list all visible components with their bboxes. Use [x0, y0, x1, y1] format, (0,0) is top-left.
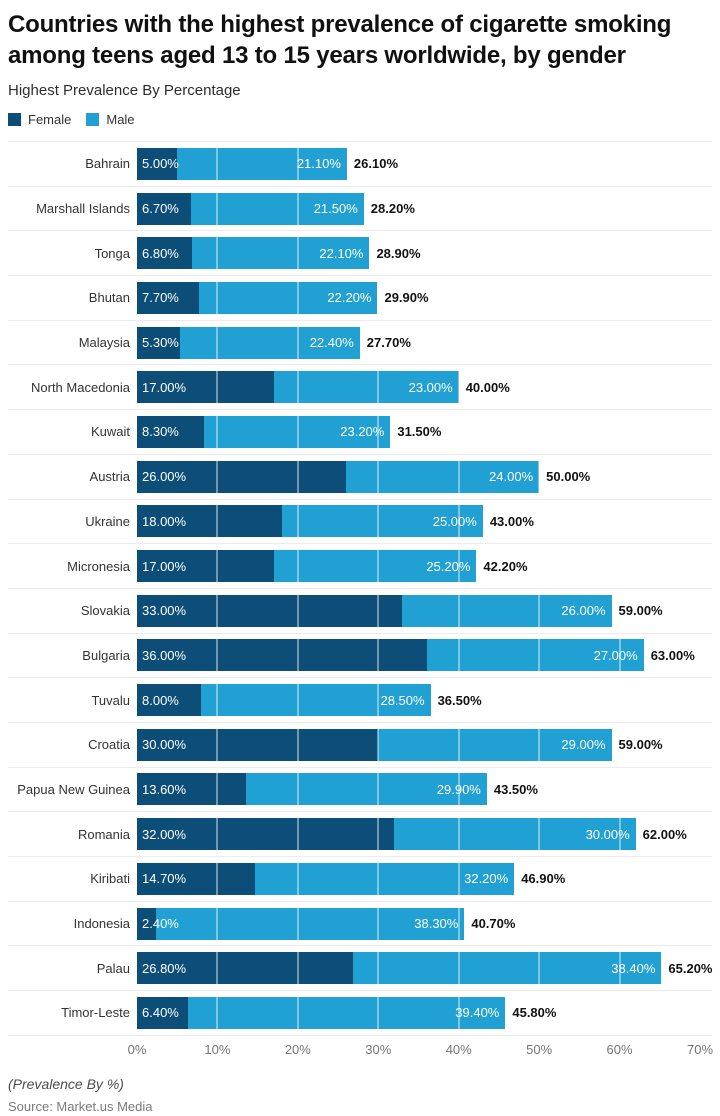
female-value-label: 33.00%	[142, 603, 187, 619]
legend	[8, 112, 712, 127]
gridline	[297, 282, 299, 314]
gridline	[377, 908, 379, 940]
gridline	[458, 595, 460, 627]
bar-row	[8, 543, 712, 588]
category-label: Ukraine	[85, 513, 130, 529]
gridline	[458, 461, 460, 493]
bar-track	[137, 282, 700, 314]
gridline	[458, 416, 460, 448]
gridline	[619, 148, 621, 180]
gridline	[297, 505, 299, 537]
category-label: Indonesia	[73, 916, 130, 932]
gridline	[377, 863, 379, 895]
x-tick-label: 30%	[365, 1041, 392, 1057]
female-value-label: 14.70%	[142, 871, 187, 887]
gridline	[216, 729, 218, 761]
gridline	[297, 952, 299, 984]
category-label: Bhutan	[88, 290, 130, 306]
bar-track	[137, 550, 700, 582]
female-value-label: 17.00%	[142, 558, 187, 574]
category-label: Papua New Guinea	[17, 781, 130, 797]
bar-track	[137, 461, 700, 493]
female-color-swatch	[8, 113, 21, 126]
category-label: Romania	[77, 826, 130, 842]
category-label: Croatia	[88, 737, 130, 753]
gridline	[619, 282, 621, 314]
gridline	[538, 818, 540, 850]
gridline	[216, 773, 218, 805]
gridline	[619, 327, 621, 359]
gridline	[619, 505, 621, 537]
gridline	[619, 371, 621, 403]
legend-item-male	[86, 112, 134, 127]
bar-track	[137, 595, 700, 627]
gridline	[297, 684, 299, 716]
gridline	[619, 773, 621, 805]
female-value-label: 17.00%	[142, 379, 187, 395]
gridline	[377, 997, 379, 1029]
total-value-label: 40.00%	[465, 379, 510, 395]
category-label: Palau	[96, 960, 130, 976]
bar-track	[137, 237, 700, 269]
gridline	[458, 952, 460, 984]
bar-row	[8, 454, 712, 499]
total-value-label: 27.70%	[366, 335, 411, 351]
total-value-label: 36.50%	[437, 692, 482, 708]
x-tick-label: 20%	[284, 1041, 311, 1057]
gridline	[297, 908, 299, 940]
bar-track	[137, 863, 700, 895]
gridline	[377, 595, 379, 627]
gridline	[297, 461, 299, 493]
gridline	[538, 908, 540, 940]
gridline	[458, 371, 460, 403]
gridline	[216, 416, 218, 448]
x-tick-label: 70%	[686, 1041, 714, 1057]
male-value-label: 29.00%	[561, 737, 606, 753]
gridline	[216, 148, 218, 180]
total-value-label: 28.20%	[370, 201, 415, 217]
gridline	[619, 908, 621, 940]
female-value-label: 26.80%	[142, 960, 187, 976]
gridline	[538, 639, 540, 671]
gridline	[538, 773, 540, 805]
legend-item-female	[8, 112, 71, 127]
x-axis-ticks	[127, 1041, 714, 1059]
gridline	[538, 461, 540, 493]
chart-title: Countries with the highest prevalence of cigarette smoking among teens aged 13 to 15 years worldwide, by gender	[8, 11, 672, 69]
gridline	[297, 237, 299, 269]
gridline	[377, 952, 379, 984]
total-value-label: 46.90%	[521, 871, 566, 887]
gridline	[538, 282, 540, 314]
gridline	[458, 863, 460, 895]
bar-row	[8, 990, 712, 1035]
female-value-label: 6.70%	[142, 201, 179, 217]
bar-row	[8, 141, 712, 186]
gridline	[377, 639, 379, 671]
male-value-label: 22.10%	[319, 245, 364, 261]
male-value-label: 38.40%	[611, 960, 656, 976]
total-value-label: 26.10%	[353, 156, 398, 172]
male-value-label: 23.20%	[340, 424, 385, 440]
total-value-label: 45.80%	[512, 1005, 557, 1021]
bar-row	[8, 364, 712, 409]
gridline	[377, 729, 379, 761]
bar-track	[137, 193, 700, 225]
gridline	[538, 595, 540, 627]
bar-track	[137, 327, 700, 359]
gridline	[619, 684, 621, 716]
total-value-label: 29.90%	[384, 290, 429, 306]
gridline	[216, 684, 218, 716]
female-value-label: 8.30%	[142, 424, 179, 440]
source-credit: Source: Market.us Media	[8, 1098, 153, 1114]
bar-row	[8, 811, 712, 856]
gridline	[216, 952, 218, 984]
female-value-label: 5.30%	[142, 335, 179, 351]
gridline	[216, 997, 218, 1029]
bar-track	[137, 684, 700, 716]
category-label: Malaysia	[78, 335, 130, 351]
gridline	[216, 550, 218, 582]
gridline	[458, 818, 460, 850]
plot-area	[8, 141, 712, 1036]
legend-label-female: Female	[28, 112, 72, 127]
gridline	[619, 416, 621, 448]
female-value-label: 26.00%	[142, 469, 187, 485]
bar-track	[137, 908, 700, 940]
gridline	[538, 416, 540, 448]
male-value-label: 23.00%	[408, 379, 453, 395]
gridline	[377, 684, 379, 716]
axis-note: (Prevalence By %)	[8, 1075, 124, 1092]
bar-track	[137, 773, 700, 805]
gridline	[458, 193, 460, 225]
gridline	[216, 908, 218, 940]
gridline	[458, 639, 460, 671]
gridline	[619, 550, 621, 582]
legend-label-male: Male	[106, 112, 135, 127]
gridline	[619, 863, 621, 895]
male-value-label: 21.10%	[296, 156, 341, 172]
gridline	[216, 505, 218, 537]
bar-track	[137, 818, 700, 850]
gridline	[458, 237, 460, 269]
category-label: Micronesia	[67, 558, 130, 574]
male-value-label: 24.00%	[489, 469, 534, 485]
total-value-label: 50.00%	[546, 469, 591, 485]
gridline	[538, 729, 540, 761]
male-value-label: 22.40%	[309, 335, 354, 351]
female-value-label: 8.00%	[142, 692, 179, 708]
total-value-label: 28.90%	[376, 245, 421, 261]
x-axis	[8, 1042, 712, 1059]
bar-row	[8, 230, 712, 275]
gridline	[377, 505, 379, 537]
total-value-label: 62.00%	[642, 826, 687, 842]
bar-row	[8, 633, 712, 678]
category-label: Bahrain	[85, 156, 130, 172]
gridline	[297, 818, 299, 850]
x-tick-label: 40%	[445, 1041, 472, 1057]
gridline	[377, 550, 379, 582]
category-label: Timor-Leste	[61, 1005, 130, 1021]
category-label: Marshall Islands	[36, 201, 130, 217]
bar-row	[8, 320, 712, 365]
gridline	[297, 327, 299, 359]
chart-subtitle: Highest Prevalence By Percentage	[8, 82, 241, 99]
gridline	[216, 595, 218, 627]
female-value-label: 13.60%	[142, 781, 187, 797]
gridline	[619, 237, 621, 269]
total-value-label: 40.70%	[471, 916, 516, 932]
bar-track	[137, 952, 713, 984]
gridline	[458, 148, 460, 180]
x-tick-label: 0%	[127, 1041, 147, 1057]
gridline	[297, 193, 299, 225]
total-value-label: 63.00%	[650, 647, 695, 663]
bar-row	[8, 722, 712, 767]
gridline	[538, 505, 540, 537]
male-value-label: 21.50%	[313, 201, 358, 217]
bar-track	[137, 729, 700, 761]
bar-track	[137, 997, 700, 1029]
female-value-label: 6.80%	[142, 245, 179, 261]
gridline	[216, 863, 218, 895]
gridline	[297, 595, 299, 627]
male-value-label: 28.50%	[380, 692, 425, 708]
gridline	[538, 193, 540, 225]
bar-row	[8, 945, 712, 990]
gridline	[538, 148, 540, 180]
gridline	[377, 371, 379, 403]
gridline	[297, 773, 299, 805]
bar-track	[137, 148, 700, 180]
female-value-label: 36.00%	[142, 647, 187, 663]
gridline	[297, 729, 299, 761]
gridline	[619, 193, 621, 225]
total-value-label: 59.00%	[618, 603, 663, 619]
gridline	[619, 461, 621, 493]
total-value-label: 43.50%	[493, 781, 538, 797]
gridline	[216, 282, 218, 314]
male-value-label: 27.00%	[593, 647, 638, 663]
gridline	[377, 818, 379, 850]
male-value-label: 30.00%	[585, 826, 630, 842]
gridline	[297, 371, 299, 403]
axis-spacer	[8, 1042, 137, 1059]
female-value-label: 30.00%	[142, 737, 187, 753]
male-value-label: 22.20%	[327, 290, 372, 306]
bar-row	[8, 901, 712, 946]
category-label: North Macedonia	[31, 379, 130, 395]
bar-track	[137, 416, 700, 448]
x-tick-label: 50%	[526, 1041, 553, 1057]
gridline	[297, 639, 299, 671]
bar-row	[8, 588, 712, 633]
category-label: Slovakia	[80, 603, 130, 619]
gridline	[297, 997, 299, 1029]
total-value-label: 65.20%	[668, 960, 713, 976]
gridline	[297, 550, 299, 582]
male-color-swatch	[86, 113, 99, 126]
female-value-label: 7.70%	[142, 290, 179, 306]
gridline	[216, 461, 218, 493]
category-label: Tonga	[94, 245, 130, 261]
gridline	[216, 327, 218, 359]
gridline	[297, 863, 299, 895]
gridline	[458, 327, 460, 359]
gridline	[297, 416, 299, 448]
gridline	[216, 193, 218, 225]
gridline	[216, 818, 218, 850]
category-label: Kuwait	[90, 424, 130, 440]
male-value-label: 26.00%	[561, 603, 606, 619]
gridline	[216, 237, 218, 269]
bar-row	[8, 499, 712, 544]
gridline	[538, 952, 540, 984]
gridline	[538, 550, 540, 582]
bar-row	[8, 186, 712, 231]
male-value-label: 25.00%	[432, 513, 477, 529]
category-label: Kiribati	[90, 871, 130, 887]
female-value-label: 32.00%	[142, 826, 187, 842]
gridline	[377, 461, 379, 493]
category-label: Bulgaria	[82, 647, 130, 663]
male-value-label: 32.20%	[464, 871, 509, 887]
gridline	[538, 371, 540, 403]
gridline	[458, 282, 460, 314]
male-value-label: 29.90%	[436, 781, 481, 797]
gridline	[538, 237, 540, 269]
total-value-label: 59.00%	[618, 737, 663, 753]
bar-row	[8, 767, 712, 812]
female-value-label: 5.00%	[142, 156, 179, 172]
bar-row	[8, 275, 712, 320]
category-label: Austria	[89, 469, 130, 485]
bar-row	[8, 856, 712, 901]
gridline	[377, 773, 379, 805]
total-value-label: 31.50%	[397, 424, 442, 440]
gridline	[619, 997, 621, 1029]
bar-track	[137, 639, 700, 671]
female-value-label: 2.40%	[142, 916, 179, 932]
male-value-label: 39.40%	[455, 1005, 500, 1021]
bar-row	[8, 409, 712, 454]
gridline	[216, 639, 218, 671]
total-value-label: 42.20%	[483, 558, 528, 574]
x-tick-label: 60%	[606, 1041, 633, 1057]
gridline	[216, 371, 218, 403]
category-label: Tuvalu	[91, 692, 130, 708]
female-value-label: 18.00%	[142, 513, 187, 529]
male-value-label: 38.30%	[414, 916, 459, 932]
gridline	[458, 729, 460, 761]
bar-row	[8, 677, 712, 722]
male-value-label: 25.20%	[426, 558, 471, 574]
x-tick-label: 10%	[204, 1041, 231, 1057]
total-value-label: 43.00%	[489, 513, 534, 529]
gridline	[538, 684, 540, 716]
gridline	[377, 282, 379, 314]
bar-track	[137, 505, 700, 537]
gridline	[538, 327, 540, 359]
female-value-label: 6.40%	[142, 1005, 179, 1021]
bar-track	[137, 371, 700, 403]
